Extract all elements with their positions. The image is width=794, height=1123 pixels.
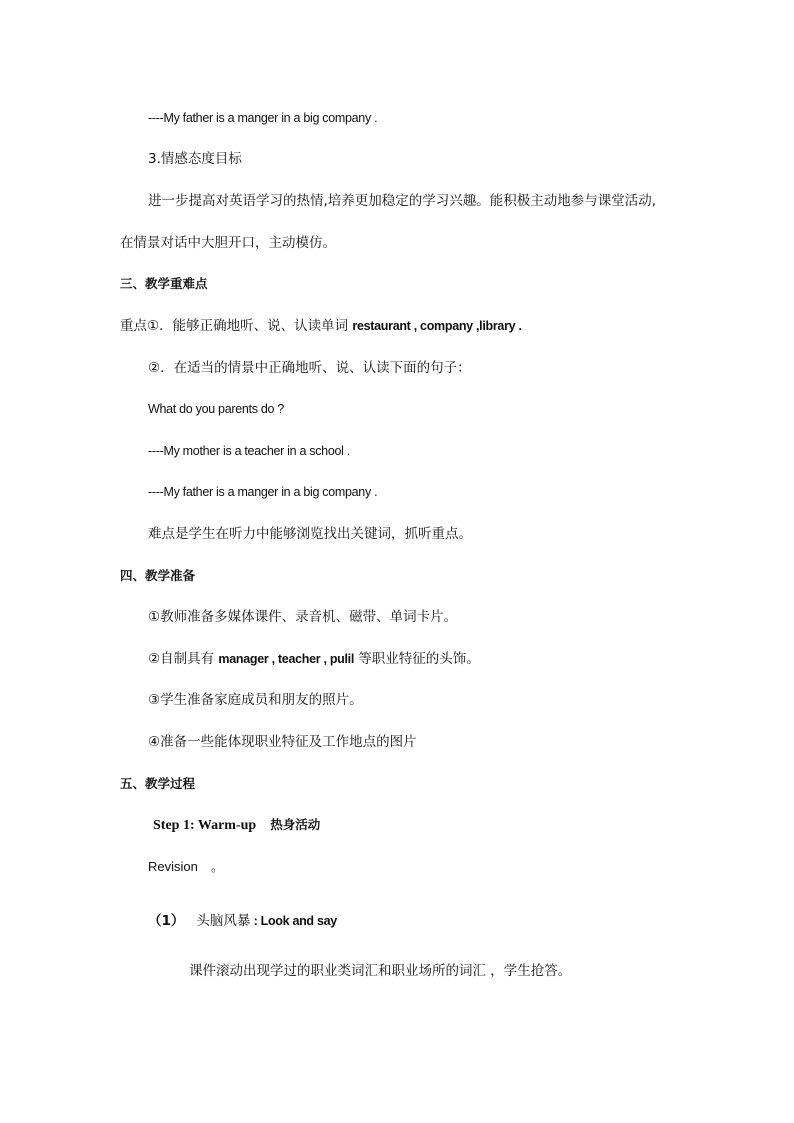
activity-1-description: 课件滚动出现学过的职业类词汇和职业场所的词汇 ，学生抢答。 xyxy=(189,963,572,979)
prep-item-2-text-b: 等职业特征的头饰。 xyxy=(354,651,480,667)
subheading-emotion-goals: 3.情感态度目标 xyxy=(148,151,242,167)
difficult-point: 难点是学生在听力中能够浏览找出关键词，抓听重点。 xyxy=(148,526,472,542)
key-point-1-text: 重点①．能够正确地听、说、认读单词 xyxy=(120,318,353,334)
activity-1-subtitle: : Look and say xyxy=(250,914,337,928)
question-sentence: What do you parents do ? xyxy=(148,402,284,416)
step-1-label: Step 1: Warm-up xyxy=(153,818,257,833)
prep-item-1: ①教师准备多媒体课件、录音机、磁带、单词卡片。 xyxy=(148,609,458,625)
key-point-2: ②．在适当的情景中正确地听、说、认读下面的句子： xyxy=(148,360,471,376)
paragraph-line-2: 在情景对话中大胆开口，主动模仿。 xyxy=(120,235,336,251)
section-heading-5: 五、教学过程 xyxy=(120,776,196,791)
revision-label: Revision 。 xyxy=(148,859,224,874)
dialogue-father-2: ----My father is a manger in a big company . xyxy=(148,485,378,499)
prep-item-2-words: manager , teacher , pulil xyxy=(218,652,355,666)
section-heading-4: 四、教学准备 xyxy=(120,568,196,583)
key-point-1-words: restaurant , company ,library . xyxy=(352,319,522,333)
dialogue-father-1: ----My father is a manger in a big company . xyxy=(148,111,378,125)
activity-1-title: 头脑风暴 xyxy=(196,913,251,929)
section-heading-3: 三、教学重难点 xyxy=(120,276,208,291)
paragraph-line-1: 进一步提高对英语学习的热情,培养更加稳定的学习兴趣。能积极主动地参与课堂活动, xyxy=(148,193,657,209)
step-1-heading xyxy=(153,817,320,834)
key-point-1 xyxy=(120,318,522,334)
prep-item-4: ④准备一些能体现职业特征及工作地点的图片 xyxy=(148,734,417,750)
prep-item-3: ③学生准备家庭成员和朋友的照片。 xyxy=(148,692,363,708)
step-1-title: 热身活动 xyxy=(270,817,321,832)
activity-1 xyxy=(148,913,337,929)
prep-item-2 xyxy=(148,651,480,667)
prep-item-2-text-a: ②自制具有 xyxy=(148,651,219,667)
activity-1-number: （1） xyxy=(148,913,185,929)
dialogue-mother: ----My mother is a teacher in a school . xyxy=(148,444,350,458)
